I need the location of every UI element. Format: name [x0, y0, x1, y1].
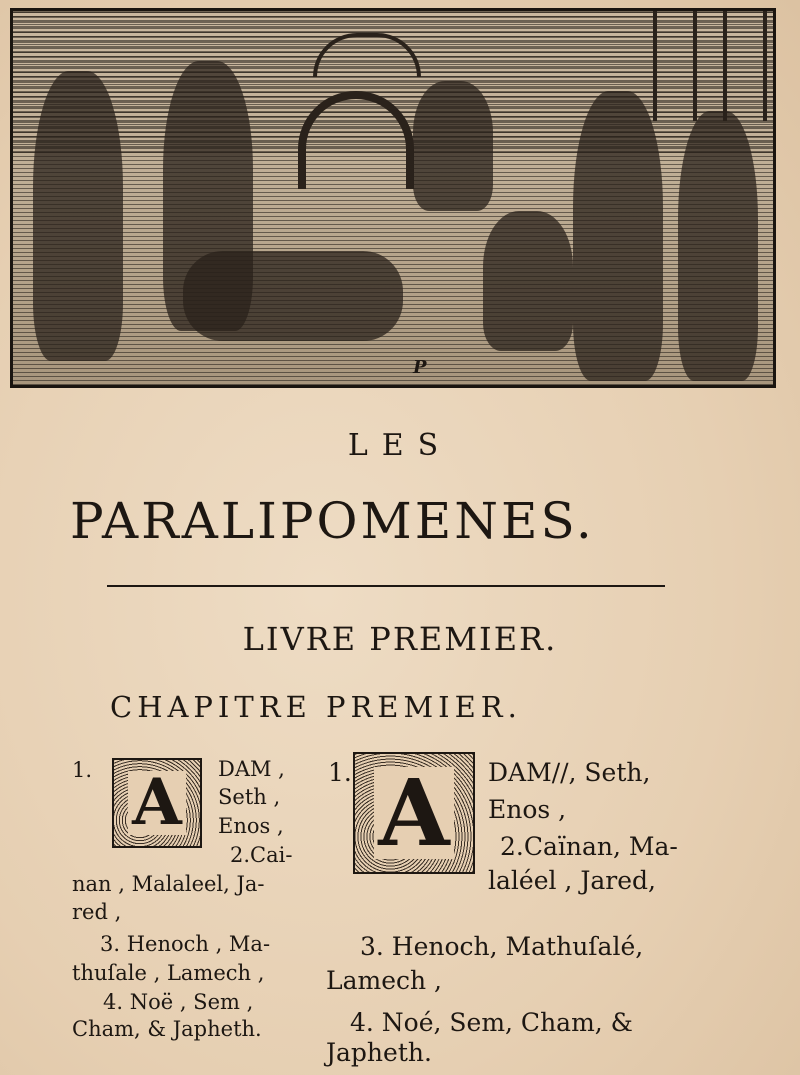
- figure: [573, 91, 663, 381]
- woodcut-illustration: [10, 8, 776, 388]
- text-line: thuſale , Lamech ,: [72, 961, 265, 985]
- text-line: 3. Henoch, Mathuſalé,: [360, 932, 644, 961]
- engraver-monogram: P: [413, 357, 427, 378]
- text-line: DAM∕∕, Seth,: [488, 758, 651, 787]
- soldiers: [413, 81, 493, 211]
- chapter-heading: CHAPITRE PREMIER.: [110, 690, 522, 724]
- dropcap-letter: A: [128, 771, 186, 835]
- text-line: Enos ,: [218, 814, 284, 838]
- text-line: 3. Henoch , Ma-: [100, 932, 271, 956]
- text-line: Enos ,: [488, 795, 567, 824]
- dropcap-ornament: [353, 752, 475, 874]
- column: [653, 11, 697, 121]
- text-line: 4. Noé, Sem, Cham, &: [350, 1008, 633, 1037]
- book-heading: LIVRE PREMIER.: [242, 620, 558, 658]
- text-line: nan , Malaleel, Ja-: [72, 872, 265, 896]
- column: [723, 11, 767, 121]
- kneeling-figure: [483, 211, 573, 351]
- dropcap-letter: A: [374, 767, 453, 859]
- figure: [678, 111, 758, 381]
- text-line: Seth ,: [218, 785, 281, 809]
- divider-rule: [107, 585, 665, 587]
- dropcap-ornament: [112, 758, 202, 848]
- book-title: PARALIPOMENES.: [70, 492, 595, 550]
- fallen-figure: [183, 251, 403, 341]
- figure: [33, 71, 123, 361]
- heading-les: LES: [347, 428, 453, 463]
- verse-number: 1.: [72, 758, 93, 782]
- verse-number: 1.: [328, 758, 352, 787]
- text-line: laléel , Jared,: [488, 866, 656, 895]
- text-line: Japheth.: [326, 1038, 432, 1067]
- text-line: 4. Noë , Sem ,: [103, 990, 254, 1014]
- text-line: Cham, & Japheth.: [72, 1017, 262, 1041]
- text-line: DAM ,: [218, 757, 285, 781]
- text-line: Lamech ,: [326, 966, 443, 995]
- text-line: red ,: [72, 900, 122, 924]
- text-line: 2.Cai-: [230, 843, 293, 867]
- text-line: 2.Caïnan, Ma-: [500, 832, 678, 861]
